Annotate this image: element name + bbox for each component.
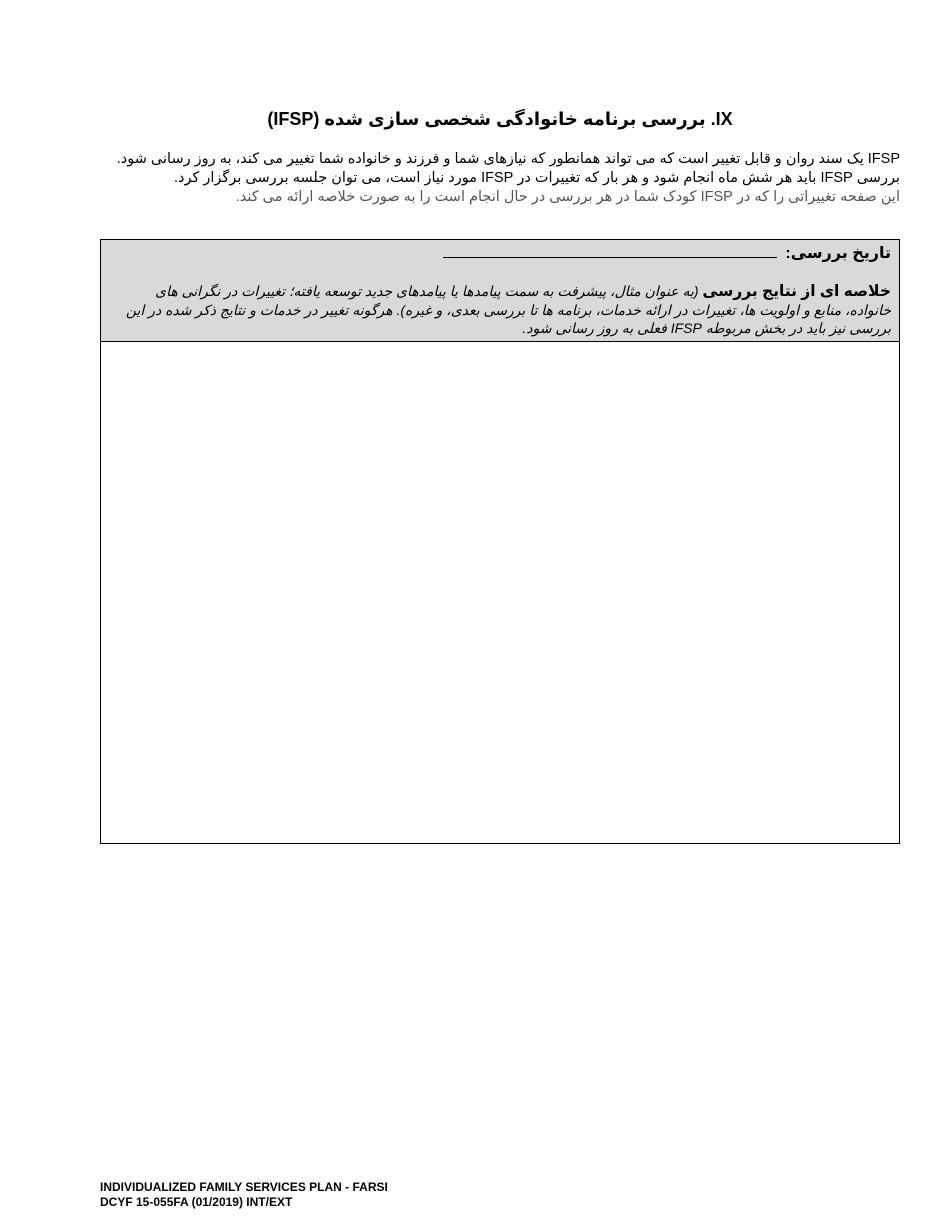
review-date-row (109, 240, 891, 266)
footer (100, 1180, 388, 1210)
intro-line-2: بررسی IFSP باید هر شش ماه انجام شود و هر بار که تغییرات در IFSP مورد نیاز است، می توان جلسه بررسی برگزار کرد. (173, 170, 900, 186)
review-section (100, 239, 900, 844)
summary-label: خلاصه ای از نتایج بررسی (702, 283, 891, 300)
summary-text: (به عنوان مثال، پیشرفت به سمت پیامدها یا پیامدهای جدید توسعه یافته؛ تغییرات در نگرانی های خانواده، منابع و اولویت ها، تغییرات در ارائه خدمات، برنامه ها تا بررسی بعدی، و غیره). هرگونه تغییر در خدمات و نتایج ذکر شده در این بررسی نیز باید در بخش مربوطه IFSP فعلی به روز رسانی شود. (125, 283, 891, 336)
footer-form-title: INDIVIDUALIZED FAMILY SERVICES PLAN - FARSI (100, 1180, 388, 1194)
review-date-label: تاریخ بررسی: (785, 245, 891, 262)
review-summary-field[interactable] (101, 342, 899, 842)
page-title: IX. بررسی برنامه خانوادگی شخصی سازی شده (IFSP) (267, 109, 733, 129)
footer-form-number: DCYF 15-055FA (01/2019) INT/EXT (100, 1195, 293, 1209)
intro-line-1: IFSP یک سند روان و قابل تغییر است که می تواند همانطور که نیازهای شما و فرزند و خانواده شما تغییر می کند، به روز رسانی شود. (116, 151, 900, 167)
intro-text (100, 150, 900, 207)
intro-line-3: این صفحه تغییراتی را که در IFSP کودک شما در هر بررسی در حال انجام است را به صورت خلاصه ارائه می کند. (235, 189, 900, 205)
review-date-field[interactable] (443, 243, 777, 258)
review-summary-instructions (109, 282, 891, 337)
review-header (101, 240, 899, 342)
